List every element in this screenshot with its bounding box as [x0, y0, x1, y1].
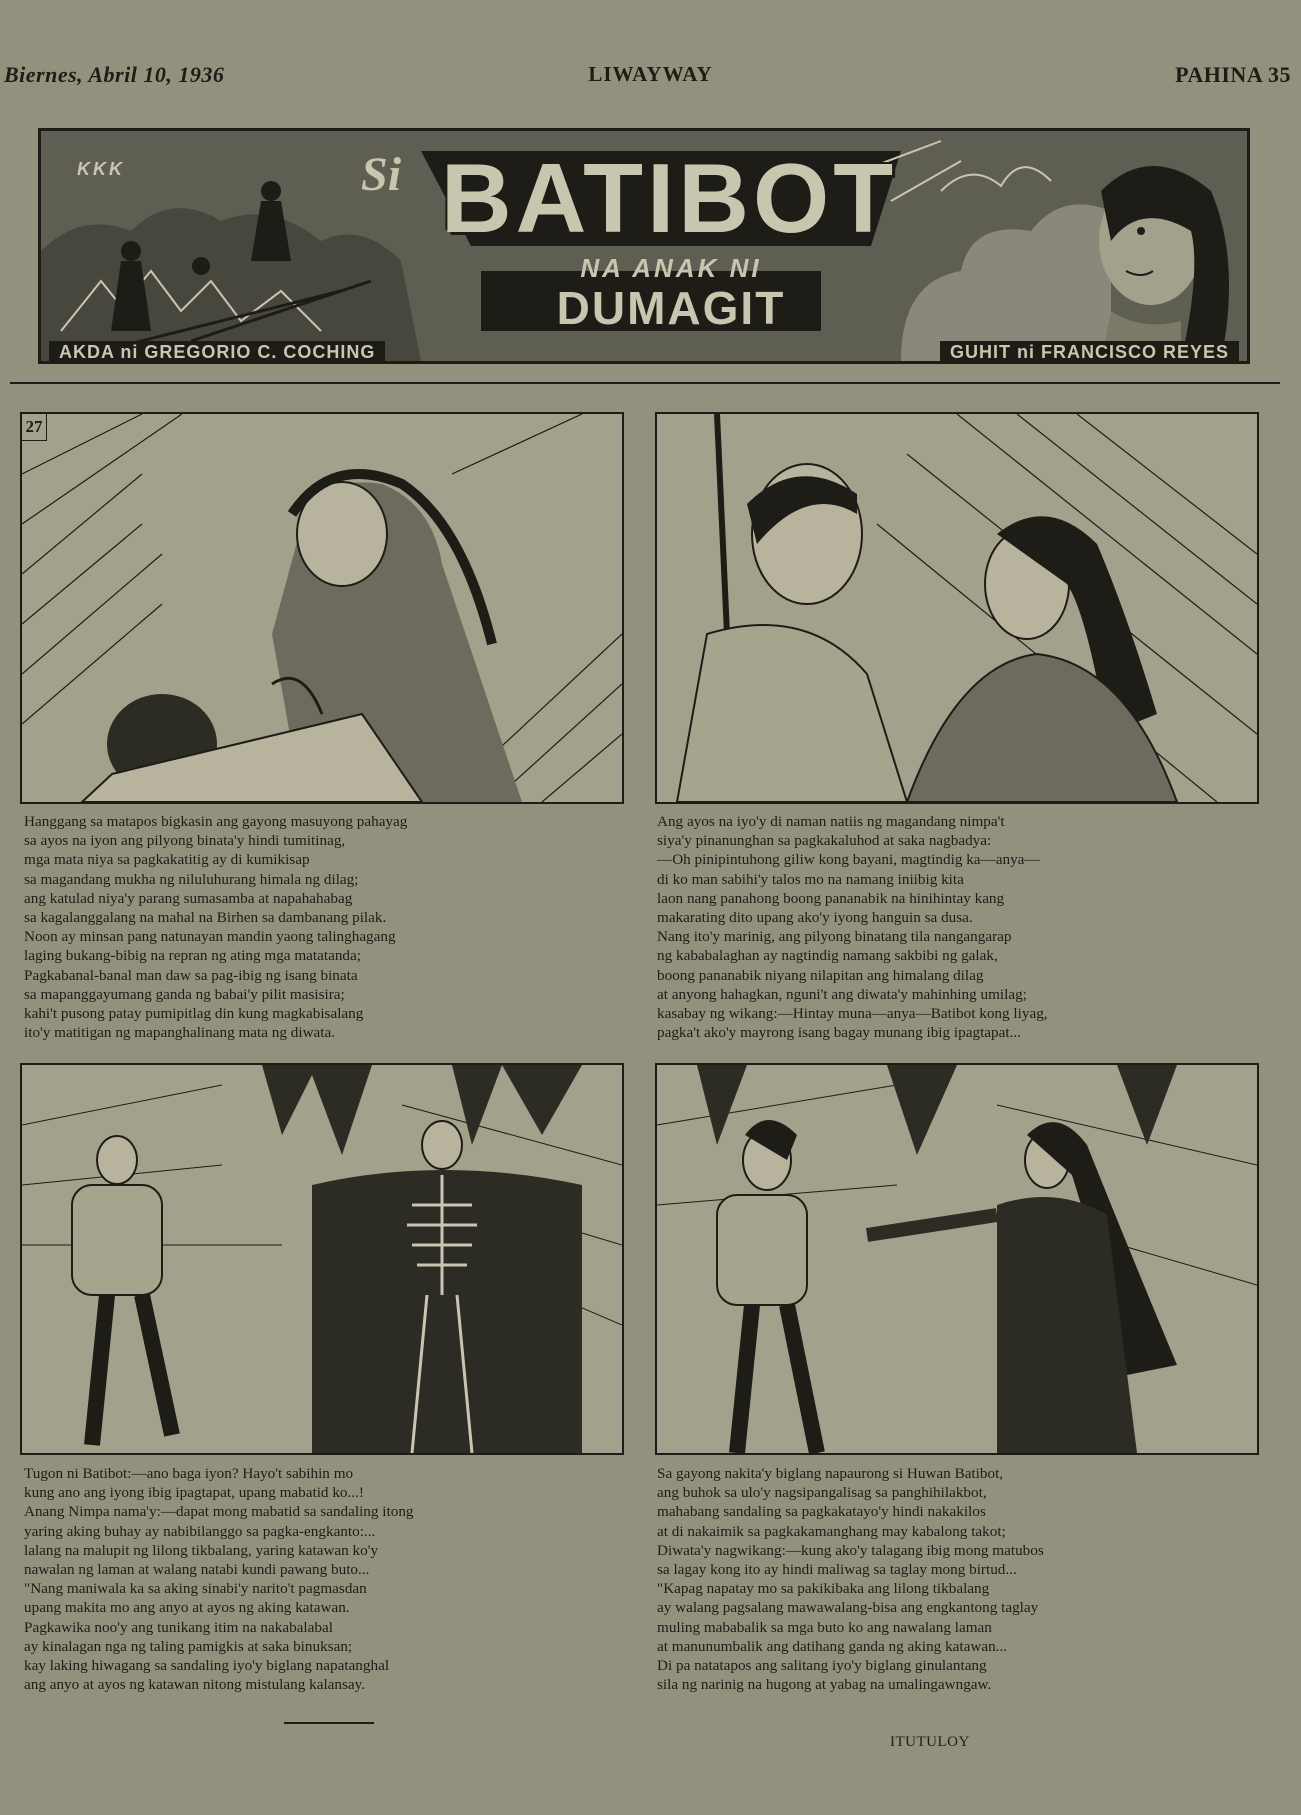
comic-subtitle: NA ANAK NI	[580, 253, 762, 283]
panel-3-art	[22, 1065, 622, 1453]
end-rule	[284, 1722, 374, 1724]
panel-4-caption: Sa gayong nakita'y biglang napaurong si Huwan Batibot, ang buhok sa ulo'y nagsipangalisag sa panghihilakbot, mahabang sandaling sa pagkakatayo'y hindi nakakilos at di nakaimik sa pagkakamanghang may kabalong takot; Diwata'y nagwikang:—kung ako'y talagang ibig mong matubos sa lagay kong ito ay hindi maliwag sa taglay mong birtud... "Kapag napatay mo sa pakikibaka ang lilong tikbalang ay walang pagsalang mawawalang-bisa ang engkantong taglay muling mababalik sa mga buto ko ang nawalang laman at manunumbalik ang datihang ganda ng aking katawan... Di pa natatapos ang salitang iyo'y biglang ginulantang sila ng narinig na hugong at yabag na umalingawngaw.	[657, 1465, 1044, 1694]
header-rule	[10, 382, 1280, 384]
comic-title: BATIBOT	[440, 143, 898, 253]
author-credit: AKDA ni GREGORIO C. COCHING	[49, 341, 385, 363]
panel-2-caption: Ang ayos na iyo'y di naman natiis ng magandang nimpa't siya'y pinanunghan sa pagkakaluhod at saka nagbadya: —Oh pinipintuhong giliw kong bayani, magtindig ka—anya— di ko man sabihi'y talos mo na namang iniibig kita laon nang panahong boong pananabik na hinihintay kang makarating dito upang ako'y iyong hanguin sa dusa. Nang ito'y marinig, ang pilyong binatang tila nangangarap ng kababalaghan ay nagtindig namang sakbibi ng galak, boong pananabik niyang nilapitan ang himalang dilag at anyong hahagkan, nguni't ang diwata'y mahinhing umilag; kasabay ng wikang:—Hintay muna—anya—Batibot kong liyag, pagka't ako'y mayrong isang bagay munang ibig ipagtapat...	[657, 813, 1048, 1042]
title-si: Si	[361, 148, 402, 201]
comic-panel-1	[20, 412, 624, 804]
panel-1-caption: Hanggang sa matapos bigkasin ang gayong masuyong pahayag sa ayos na iyon ang pilyong binata'y hindi tumitinag, mga mata niya sa pagkakatitig ay di kumikisap sa magandang mukha ng niluluhurang himala ng dilag; ang katulad niya'y parang sumasamba at napahahabag sa kagalanggalang na mahal na Birhen sa dambanang pilak. Noon ay minsan pang natunayan mandin yaong talinghagang laging bukang-bibig na repran ng ating mga matatanda; Pagkabanal-banal man daw sa pag-ibig ng isang binata sa mapanggayumang ganda ng babai'y pilit masisira; kahi't pusong patay pumipitlag din kung magkabisalang ito'y matitigan ng mapanghalinang mata ng diwata.	[24, 813, 408, 1042]
panel-4-art	[657, 1065, 1257, 1453]
kkk-label: KKK	[77, 159, 125, 179]
panel-1-art	[22, 414, 622, 802]
title-banner	[38, 128, 1250, 364]
panel-3-caption: Tugon ni Batibot:—ano baga iyon? Hayo't sabihin mo kung ano ang iyong ibig ipagtapat, upang mabatid ko...! Anang Nimpa nama'y:—dapat mong mabatid sa sandaling itong yaring aking buhay ay nabibilanggo sa pagka-engkanto:... lalang na malupit ng lilong tikbalang, yaring katawan ko'y nawalan ng laman at walang natabi kundi pawang buto... "Nang maniwala ka sa aking sinabi'y narito't pagmasdan upang makita mo ang anyo at ayos ng aking katawan. Pagkawika noo'y ang tunikang itim na nakabalabal ay kinalagan nga ng taling pamigkis at saka binuksan; kay laking hiwagang sa sandaling iyo'y biglang napatanghal ang anyo at ayos ng katawan nitong mistulang kalansay.	[24, 1465, 414, 1694]
panel-number: 27	[22, 414, 47, 441]
artist-credit: GUHIT ni FRANCISCO REYES	[940, 341, 1239, 363]
comic-panel-4	[655, 1063, 1259, 1455]
continued-label: ITUTULOY	[890, 1734, 970, 1750]
panel-2-art	[657, 414, 1257, 802]
comic-panel-3	[20, 1063, 624, 1455]
issue-date: Biernes, Abril 10, 1936	[4, 62, 225, 87]
page-number: PAHINA 35	[1175, 62, 1291, 87]
magazine-name: LIWAYWAY	[588, 62, 713, 86]
comic-title-2: DUMAGIT	[556, 282, 786, 334]
comic-panel-2	[655, 412, 1259, 804]
